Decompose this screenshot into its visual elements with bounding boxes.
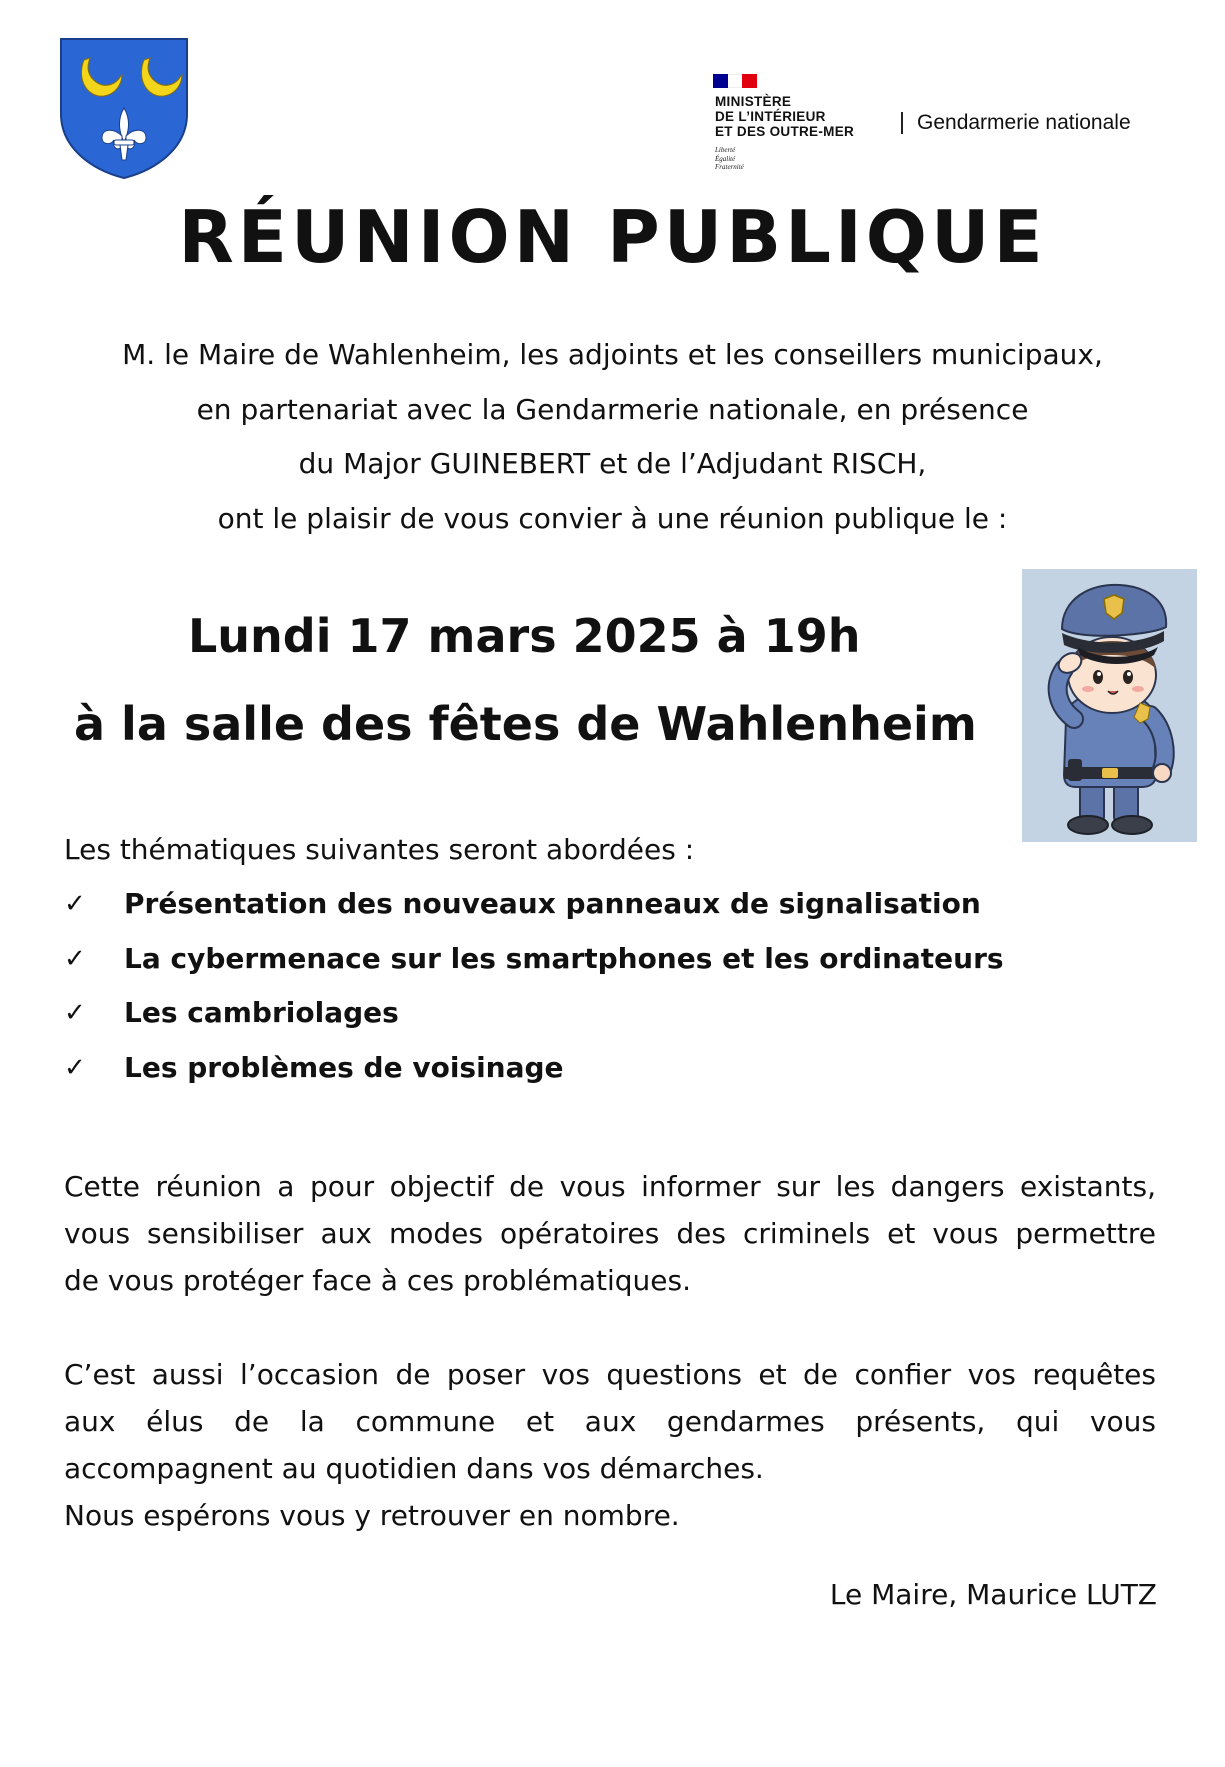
checkmark-icon: ✓ bbox=[64, 889, 86, 919]
flag-white bbox=[728, 74, 742, 88]
paragraph-line: Cette réunion a pour objectif de vous informer sur les dangers existants, bbox=[64, 1170, 1156, 1203]
republic-motto bbox=[715, 146, 744, 172]
intro-paragraph bbox=[40, 328, 1185, 546]
coat-of-arms-logo bbox=[58, 36, 190, 180]
checkmark-icon: ✓ bbox=[64, 998, 86, 1029]
event-place: à la salle des fêtes de Wahlenheim bbox=[74, 697, 977, 751]
gendarmerie-label: Gendarmerie nationale bbox=[917, 111, 1131, 134]
ministry-line: ET DES OUTRE-MER bbox=[715, 124, 855, 139]
checkmark-icon: ✓ bbox=[64, 943, 86, 974]
event-date: Lundi 17 mars 2025 à 19h bbox=[188, 609, 861, 663]
topic-label: La cybermenace sur les smartphones et les ordinateurs bbox=[124, 941, 1004, 975]
questions-paragraph bbox=[64, 1351, 1156, 1539]
signature: Le Maire, Maurice LUTZ bbox=[829, 1578, 1157, 1611]
motto-line: Égalité bbox=[715, 154, 736, 163]
intro-line: en partenariat avec la Gendarmerie nationale, en présence bbox=[196, 392, 1029, 426]
intro-line: M. le Maire de Wahlenheim, les adjoints et les conseillers municipaux, bbox=[122, 338, 1103, 371]
paragraph-line: Nous espérons vous y retrouver en nombre. bbox=[64, 1499, 680, 1532]
intro-line: ont le plaisir de vous convier à une réunion publique le : bbox=[217, 501, 1008, 535]
paragraph-line: C’est aussi l’occasion de poser vos questions et de confier vos requêtes bbox=[64, 1358, 1156, 1391]
ministry-line: DE L’INTÉRIEUR bbox=[715, 109, 826, 124]
checkmark-icon: ✓ bbox=[64, 1053, 86, 1084]
intro-line: du Major GUINEBERT et de l’Adjudant RISCH, bbox=[298, 447, 927, 480]
paragraph-line: accompagnent au quotidien dans vos démarches. bbox=[64, 1452, 764, 1485]
topic-label: Présentation des nouveaux panneaux de signalisation bbox=[124, 887, 981, 920]
flag-red bbox=[742, 74, 757, 88]
gendarme-illustration bbox=[1022, 569, 1197, 842]
motto-line: Fraternité bbox=[715, 163, 744, 171]
page-title: RÉUNION PUBLIQUE bbox=[178, 195, 1047, 279]
paragraph-line: aux élus de la commune et aux gendarmes présents, qui vous bbox=[64, 1405, 1156, 1438]
topic-label: Les problèmes de voisinage bbox=[124, 1051, 564, 1085]
objective-paragraph bbox=[64, 1163, 1156, 1304]
divider bbox=[901, 112, 903, 134]
french-flag-icon bbox=[713, 74, 757, 88]
ministry-logo bbox=[713, 72, 1183, 182]
paragraph-line: vous sensibiliser aux modes opératoires des criminels et vous permettre bbox=[64, 1217, 1156, 1250]
ministry-name bbox=[715, 94, 854, 139]
topic-label: Les cambriolages bbox=[124, 996, 399, 1030]
topics-intro: Les thématiques suivantes seront abordées : bbox=[64, 833, 695, 866]
motto-line: Liberté bbox=[715, 146, 736, 154]
paragraph-line: de vous protéger face à ces problématiques. bbox=[64, 1264, 691, 1297]
flag-blue bbox=[713, 74, 728, 88]
ministry-line: MINISTÈRE bbox=[715, 94, 792, 109]
